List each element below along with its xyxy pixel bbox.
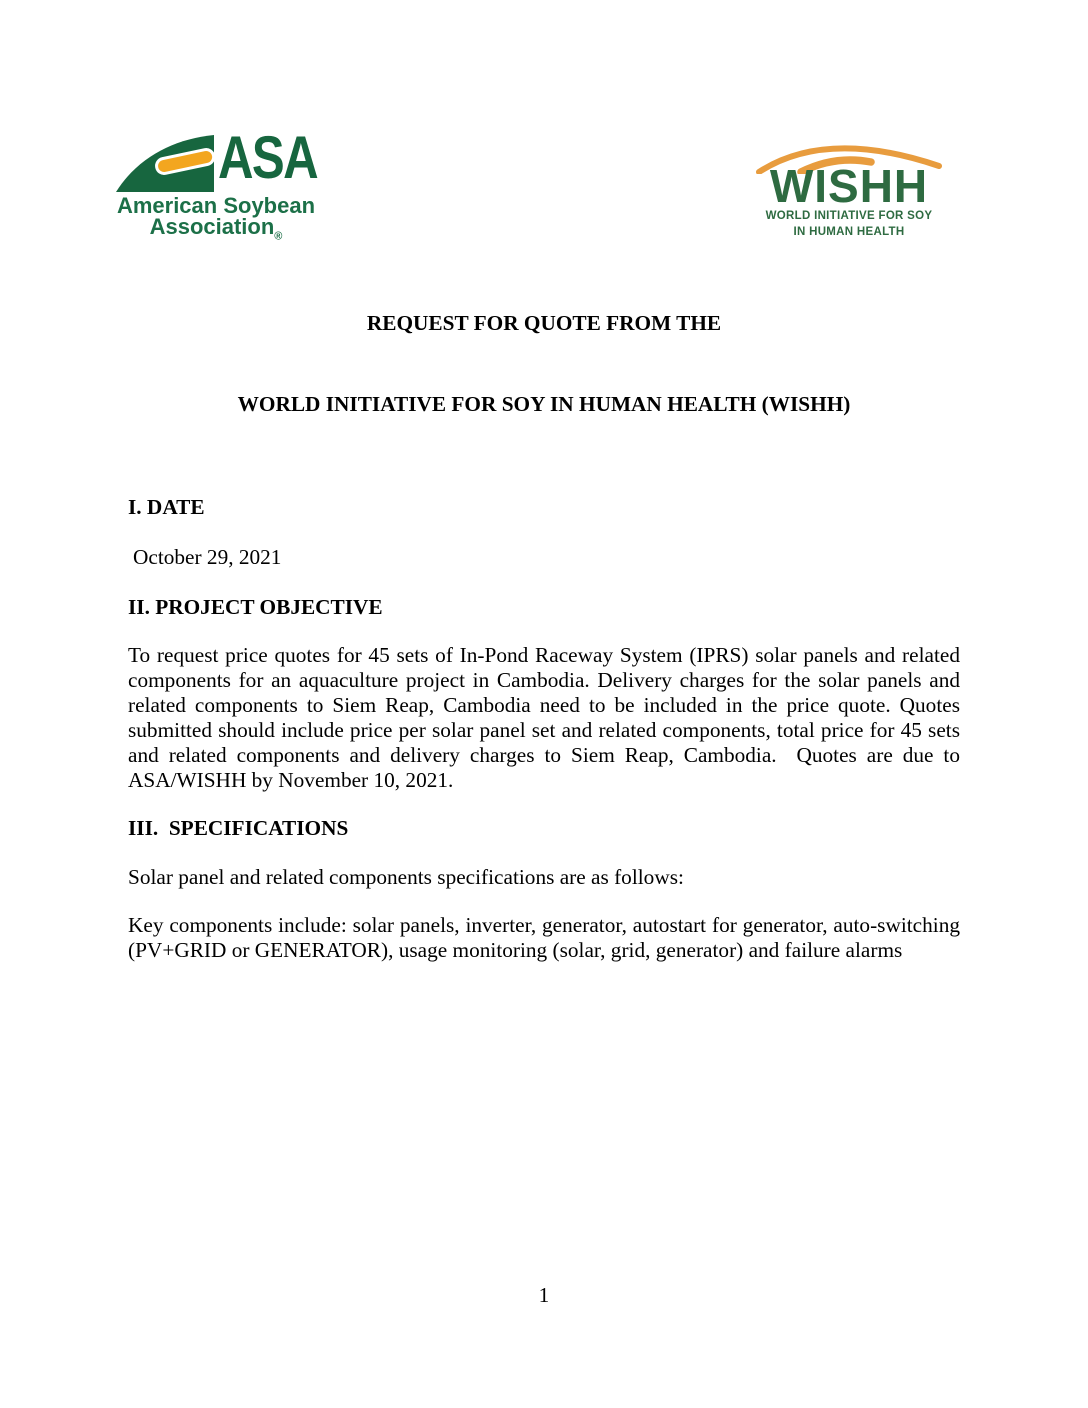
project-objective-paragraph: To request price quotes for 45 sets of In-Pond Raceway System (IPRS) solar panels and related components for an aquaculture project in Cambodia. Delivery charges for the solar panels and related components to Siem Reap, Cambodia need to be included in the price quote. Quotes submitted should include price per solar panel set and related components, total price for 45 sets and related components and delivery charges to Siem Reap, Cambodia. Quotes are due to ASA/WISHH by November 10, 2021.: [128, 643, 966, 792]
document-title-line1: REQUEST FOR QUOTE FROM THE: [366, 311, 722, 335]
document-title: [128, 256, 960, 472]
date-value: October 29, 2021: [133, 545, 282, 569]
section-heading-specifications: III. SPECIFICATIONS: [128, 816, 349, 840]
specifications-intro: Solar panel and related components specifications are as follows:: [128, 865, 684, 889]
page-number: 1: [538, 1283, 550, 1307]
asa-acronym: ASA: [218, 124, 317, 191]
asa-name-line2: Association$_®$: [149, 214, 283, 243]
document-title-line2: WORLD INITIATIVE FOR SOY IN HUMAN HEALTH (WISHH): [237, 392, 851, 416]
asa-logo: [116, 124, 317, 243]
wishh-acronym: WISHH: [769, 160, 929, 212]
wishh-logo: [753, 136, 945, 240]
wishh-tagline-line1: WORLD INITIATIVE FOR SOY: [765, 210, 933, 222]
section-heading-date: I. DATE: [128, 495, 205, 519]
section-heading-project-objective: II. PROJECT OBJECTIVE: [128, 595, 383, 619]
wishh-tagline-line2: IN HUMAN HEALTH: [793, 226, 905, 238]
asa-name-line1: American Soybean: [116, 193, 316, 218]
asa-swoosh-icon: [116, 135, 216, 195]
key-components-paragraph: Key components include: solar panels, inverter, generator, autostart for generator, auto-switching (PV+GRID or GENERATOR), usage monitoring (solar, grid, generator) and failure alarms: [128, 913, 966, 962]
registered-trademark-icon: ®: [274, 230, 283, 243]
